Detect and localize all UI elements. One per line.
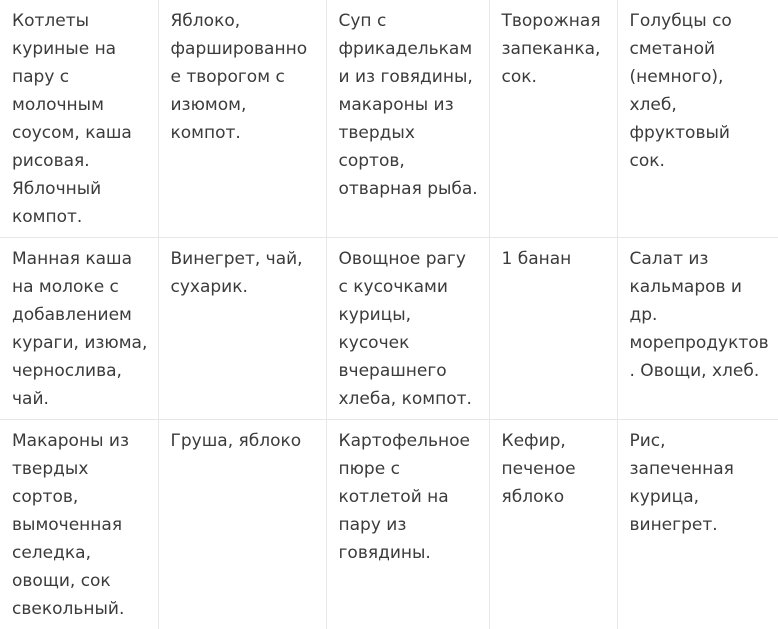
table-cell: Макароны из твердых сортов, вымоченная селедка, овощи, сок свекольный. (0, 420, 158, 629)
table-cell: Яблоко, фаршированное творогом с изюмом, компот. (158, 0, 326, 238)
table-cell: Манная каша на молоке с добавлением кураги, изюма, чернослива, чай. (0, 238, 158, 420)
table-cell: Творожная запеканка, сок. (489, 0, 617, 238)
table-cell: 1 банан (489, 238, 617, 420)
table-cell: Кефир, печеное яблоко (489, 420, 617, 629)
table-cell: Голубцы со сметаной (немного), хлеб, фруктовый сок. (617, 0, 778, 238)
table-cell: Рис, запеченная курица, винегрет. (617, 420, 778, 629)
table-cell: Котлеты куриные на пару с молочным соусом, каша рисовая. Яблочный компот. (0, 0, 158, 238)
table-row (0, 0, 778, 238)
table-cell: Салат из кальмаров и др. морепродуктов. Овощи, хлеб. (617, 238, 778, 420)
table-row (0, 238, 778, 420)
table-cell: Картофельное пюре с котлетой на пару из говядины. (326, 420, 489, 629)
table-cell: Винегрет, чай, сухарик. (158, 238, 326, 420)
table-cell: Суп с фрикадельками из говядины, макароны из твердых сортов, отварная рыба. (326, 0, 489, 238)
table-row (0, 420, 778, 629)
table-cell: Груша, яблоко (158, 420, 326, 629)
table-cell: Овощное рагу с кусочками курицы, кусочек вчерашнего хлеба, компот. (326, 238, 489, 420)
